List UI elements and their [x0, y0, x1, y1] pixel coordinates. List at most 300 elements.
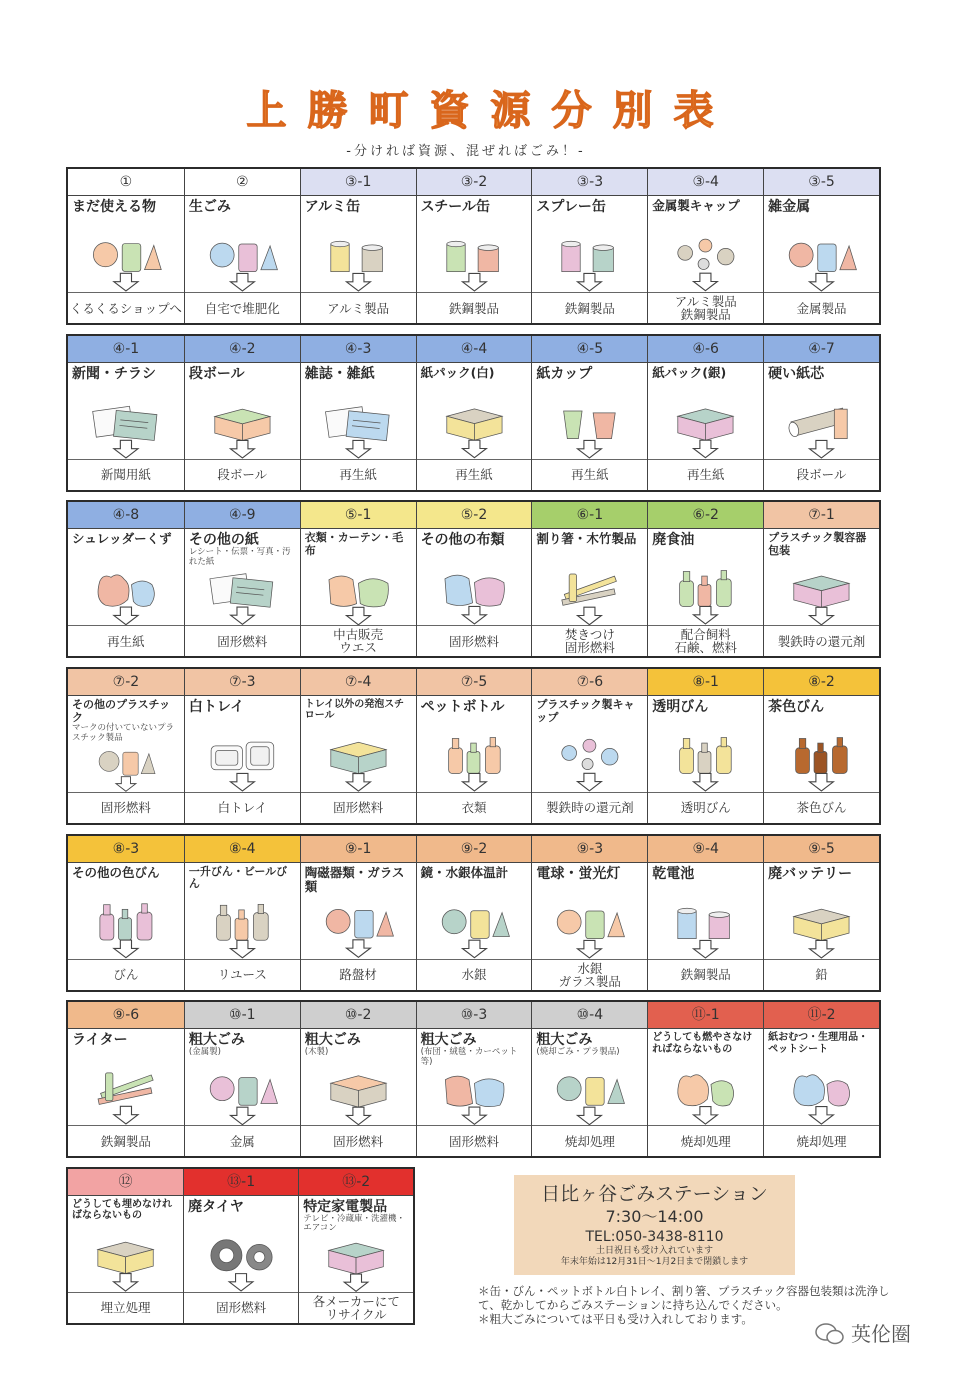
category-cell	[300, 1002, 416, 1156]
category-cell	[647, 1002, 763, 1156]
recycling-result: 各メーカーにて リサイクル	[299, 1292, 413, 1323]
mirror-thermometer-icon	[421, 880, 528, 959]
category-code: ④-3	[301, 336, 416, 363]
recycling-result: 再生紙	[68, 625, 184, 656]
illustration-part	[834, 409, 847, 438]
illustration-part	[445, 1076, 472, 1106]
illustration-part	[711, 1081, 734, 1106]
clothing-icon	[305, 558, 412, 626]
illustration-part	[220, 905, 226, 915]
recycling-result: くるくるショップへ	[68, 292, 184, 323]
category-label: ペットボトル	[420, 698, 505, 715]
row-block	[66, 334, 881, 492]
dry-battery-icon	[652, 882, 759, 959]
down-arrow-icon	[810, 274, 834, 292]
row-block	[66, 167, 881, 325]
footnote: ＊粗大ごみについては平日も受け入れしております。	[478, 1312, 753, 1326]
illustration-part	[678, 246, 693, 261]
category-illustration-area	[417, 1029, 532, 1125]
category-code: ⑩-2	[301, 1002, 416, 1029]
magazine-icon	[305, 382, 412, 459]
row-block	[66, 667, 881, 825]
other-plastic-icon	[72, 743, 180, 792]
category-label: 紙パック(銀)	[652, 364, 727, 380]
illustration-part	[478, 245, 498, 251]
category-cell	[763, 669, 879, 823]
illustration-part	[216, 751, 238, 766]
recycling-result: 自宅で堆肥化	[185, 292, 300, 323]
recycling-result: 固形燃料	[68, 792, 184, 823]
down-arrow-icon	[344, 1274, 368, 1291]
illustration-part	[118, 918, 131, 940]
down-arrow-icon	[462, 274, 486, 292]
illustration-part	[492, 913, 509, 937]
illustration-part	[564, 411, 582, 439]
category-label: 衣類・カーテン・毛布	[304, 531, 404, 557]
recycling-result: 路盤材	[301, 959, 416, 990]
category-code: ⑥-1	[532, 502, 647, 529]
category-code: ④-7	[764, 336, 879, 363]
category-illustration-area	[417, 196, 532, 292]
row-block	[66, 500, 881, 658]
illustration-part	[358, 578, 388, 606]
down-arrow-icon	[230, 1107, 254, 1125]
category-illustration-area	[764, 696, 879, 792]
category-label: 鏡・水銀体温計	[420, 864, 509, 880]
illustration-part	[558, 1076, 582, 1100]
illustration-part	[261, 1079, 278, 1103]
category-code: ⑫	[68, 1169, 183, 1196]
category-label: 廃食油	[652, 532, 695, 549]
category-label: トレイ以外の発泡スチロール	[304, 698, 405, 722]
category-label: 雑金属	[768, 199, 811, 215]
recycling-result: 中古販売 ウエス	[301, 625, 416, 656]
illustration-part	[789, 243, 813, 267]
illustration-part	[123, 752, 138, 775]
brown-bottle-icon	[768, 715, 875, 792]
illustration-part	[562, 244, 580, 272]
recycling-result: 段ボール	[185, 459, 300, 490]
waste-oil-icon	[652, 548, 759, 625]
recycling-result: 固形燃料	[185, 625, 300, 656]
recycling-result: 段ボール	[764, 459, 879, 490]
illustration-part	[239, 910, 245, 919]
category-illustration-area	[532, 363, 647, 459]
category-illustration-area	[68, 196, 184, 292]
category-label: ライター	[72, 1032, 128, 1049]
illustration-part	[470, 743, 476, 752]
burnable-waste-icon	[652, 1055, 759, 1125]
category-illustration-area	[185, 863, 300, 959]
down-arrow-icon	[346, 274, 370, 292]
category-code: ③-1	[301, 169, 416, 196]
category-cell	[531, 169, 647, 323]
recycling-result: 埋立処理	[68, 1292, 183, 1323]
category-label: 茶色びん	[768, 698, 825, 715]
category-illustration-area	[764, 529, 879, 625]
illustration-part	[680, 748, 694, 774]
illustration-part	[141, 754, 155, 774]
category-cell	[300, 169, 416, 323]
illustration-part	[132, 581, 155, 606]
category-code: ⑩-4	[532, 1002, 647, 1029]
shredded-paper-icon	[72, 547, 180, 626]
category-code: ⑧-2	[764, 669, 879, 696]
recycling-result: 固形燃料	[301, 1125, 416, 1156]
down-arrow-icon	[462, 607, 486, 625]
illustration-part	[709, 914, 729, 938]
recycling-result: 衣類	[417, 792, 532, 823]
illustration-part	[586, 911, 604, 939]
illustration-part	[818, 244, 836, 272]
category-label: シュレッダーくず	[72, 531, 172, 547]
station-open-note: 土日祝日も受け入れています	[595, 1246, 713, 1256]
category-illustration-area	[301, 196, 416, 292]
category-code: ④-4	[417, 336, 532, 363]
recycling-result: アルミ製品 鉄鋼製品	[648, 292, 763, 323]
down-arrow-icon	[578, 274, 602, 292]
sorting-table	[66, 167, 881, 1334]
category-illustration-area	[648, 363, 763, 459]
illustration-part	[445, 576, 473, 606]
category-illustration-area	[764, 363, 879, 459]
illustration-part	[377, 913, 394, 937]
category-label: 割り箸・木竹製品	[536, 531, 637, 547]
bulb-fluorescent-icon	[536, 882, 643, 959]
down-arrow-icon	[462, 440, 486, 458]
recycling-result: 透明びん	[648, 792, 763, 823]
category-code: ⑩-1	[185, 1002, 300, 1029]
recycling-result: 水銀	[417, 959, 532, 990]
category-code: ③-2	[417, 169, 532, 196]
category-code: ④-6	[648, 336, 763, 363]
recycling-result: 固形燃料	[417, 1125, 532, 1156]
illustration-part	[490, 738, 496, 747]
down-arrow-icon	[694, 774, 718, 792]
food-scraps-icon	[189, 215, 296, 292]
recycling-result: 製鉄時の還元剤	[532, 792, 647, 823]
category-label: 透明びん	[652, 698, 709, 715]
illustration-part	[698, 585, 711, 607]
category-code: ⑤-1	[301, 502, 416, 529]
category-cell	[647, 169, 763, 323]
station-phone: TEL:050-3438-8110	[585, 1229, 724, 1245]
category-illustration-area	[184, 1196, 298, 1292]
category-code: ③-3	[532, 169, 647, 196]
category-code: ⑥-2	[648, 502, 763, 529]
category-label: 乾電池	[652, 865, 695, 882]
illustration-part	[827, 1081, 850, 1106]
category-label: 粗大ごみ	[420, 1032, 477, 1049]
illustration-part	[210, 1076, 234, 1100]
category-cell	[763, 836, 879, 990]
paper-carton-silver-icon	[652, 380, 759, 459]
car-battery-icon	[768, 882, 875, 959]
category-cell	[647, 836, 763, 990]
illustration-part	[594, 413, 616, 439]
down-arrow-icon	[114, 273, 138, 291]
recycling-result: 固形燃料	[301, 792, 416, 823]
category-code: ④-8	[68, 502, 184, 529]
category-label: その他のプラスチック	[72, 697, 171, 724]
station-hours: 7:30～14:00	[605, 1207, 704, 1226]
illustration-part	[467, 751, 480, 773]
aluminum-can-icon	[305, 215, 412, 292]
category-cell	[763, 1002, 879, 1156]
illustration-part	[122, 244, 141, 272]
category-label: どうしても埋めなければならないもの	[72, 1198, 172, 1222]
recycling-result: 鉄鋼製品	[417, 292, 532, 323]
category-cell	[416, 169, 532, 323]
down-arrow-icon	[346, 774, 370, 792]
category-label: 陶磁器類・ガラス類	[304, 864, 405, 894]
station-closed-note: 年末年始は12月31日～1月2日まで閉鎖します	[560, 1257, 749, 1267]
category-label: 新聞・チラシ	[72, 365, 156, 382]
category-sublabel: (金属製)	[188, 1047, 221, 1058]
category-illustration-area	[301, 696, 416, 792]
illustration-part	[608, 913, 625, 937]
illustration-part	[474, 1079, 504, 1107]
category-cell	[300, 502, 416, 656]
category-cell	[416, 1002, 532, 1156]
category-label: 電球・蛍光灯	[536, 865, 621, 882]
illustration-part	[470, 911, 488, 939]
down-arrow-icon	[462, 1107, 486, 1124]
illustration-part	[478, 248, 498, 272]
illustration-part	[699, 239, 712, 252]
down-arrow-icon	[114, 1273, 138, 1291]
diaper-icon	[768, 1055, 875, 1125]
pet-bottle-icon	[421, 715, 528, 792]
category-label: 紙おむつ・生理用品・ペットシート	[768, 1032, 869, 1055]
category-illustration-area	[68, 863, 184, 959]
illustration-part	[239, 244, 257, 272]
recycling-result: 再生紙	[648, 459, 763, 490]
illustration-part	[582, 759, 593, 770]
down-arrow-icon	[810, 440, 834, 458]
category-illustration-area	[68, 696, 184, 792]
recycling-result: 再生紙	[301, 459, 416, 490]
illustration-part	[354, 911, 372, 939]
illustration-part	[239, 1077, 257, 1105]
category-label: プラスチック製キャップ	[536, 697, 635, 724]
category-label: 生ごみ	[188, 199, 231, 215]
category-code: ⑧-1	[648, 669, 763, 696]
illustration-part	[99, 751, 119, 771]
illustration-part	[362, 248, 382, 272]
illustration-part	[474, 578, 504, 606]
category-code: ⑨-3	[532, 836, 647, 863]
illustration-part	[684, 739, 690, 749]
illustration-part	[326, 910, 350, 934]
illustration-part	[709, 912, 729, 918]
down-arrow-icon	[810, 940, 834, 958]
illustration-part	[814, 751, 827, 773]
category-illustration-area	[764, 863, 879, 959]
category-label: 紙カップ	[536, 365, 593, 382]
category-cell	[184, 1002, 300, 1156]
illustration-part	[678, 1075, 709, 1106]
recycling-result: 固形燃料	[417, 625, 532, 656]
category-illustration-area	[301, 363, 416, 459]
category-label: 紙パック(白)	[420, 364, 495, 380]
scrap-metal-icon	[768, 215, 875, 292]
down-arrow-icon	[694, 274, 718, 292]
down-arrow-icon	[694, 607, 718, 625]
illustration-part	[570, 574, 577, 602]
newspaper-icon	[72, 382, 180, 459]
category-code: ④-5	[532, 336, 647, 363]
page-title: 上勝町資源分別表	[246, 88, 735, 134]
category-illustration-area	[417, 363, 532, 459]
category-illustration-area	[532, 863, 647, 959]
category-label: アルミ缶	[304, 199, 361, 215]
category-cell	[531, 502, 647, 656]
category-code: ⑩-3	[417, 1002, 532, 1029]
chopsticks-icon	[536, 547, 643, 626]
recycling-result: 焼却処理	[648, 1125, 763, 1156]
down-arrow-icon	[230, 440, 254, 458]
category-illustration-area	[532, 196, 647, 292]
illustration-part	[330, 244, 348, 272]
illustration-part	[104, 905, 111, 915]
category-cell	[184, 336, 300, 490]
down-arrow-icon	[462, 774, 486, 792]
recycling-result: 金属	[185, 1125, 300, 1156]
category-cell	[184, 502, 300, 656]
illustration-part	[698, 751, 711, 773]
other-paper-icon	[189, 567, 296, 625]
category-code: ④-2	[185, 336, 300, 363]
down-arrow-icon	[578, 440, 602, 458]
illustration-part	[698, 259, 709, 270]
clear-bottle-icon	[652, 715, 759, 792]
illustration-part	[98, 575, 129, 606]
category-cell	[183, 1169, 298, 1323]
category-cell	[68, 669, 184, 823]
category-illustration-area	[68, 1196, 183, 1292]
illustration-part	[105, 1073, 112, 1101]
down-arrow-icon	[694, 1107, 718, 1125]
category-illustration-area	[68, 529, 184, 625]
illustration-part	[796, 748, 810, 774]
spray-can-icon	[536, 215, 643, 292]
category-sublabel: レシート・伝票・写真・汚れた紙	[188, 547, 291, 567]
category-illustration-area	[532, 696, 647, 792]
category-cell	[68, 502, 184, 656]
down-arrow-icon	[578, 940, 602, 958]
category-label: その他の布類	[420, 532, 505, 549]
illustration-part	[586, 1077, 604, 1105]
category-code: ①	[68, 169, 184, 196]
down-arrow-icon	[114, 940, 138, 958]
category-sublabel: (木製)	[304, 1047, 329, 1058]
category-cell	[416, 836, 532, 990]
category-code: ④-9	[185, 502, 300, 529]
illustration-part	[254, 1252, 265, 1263]
station-info-box	[514, 1175, 795, 1275]
recycling-result: 鉛	[764, 959, 879, 990]
down-arrow-icon	[578, 774, 602, 792]
recycling-result: リユース	[185, 959, 300, 990]
down-arrow-icon	[230, 774, 254, 792]
illustration-part	[100, 914, 114, 940]
illustration-part	[142, 904, 148, 913]
category-illustration-area	[299, 1196, 413, 1292]
category-cell	[531, 669, 647, 823]
category-cell	[647, 336, 763, 490]
category-label: 特定家電製品	[303, 1198, 388, 1215]
recycling-result: 茶色びん	[764, 792, 879, 823]
category-illustration-area	[417, 529, 532, 625]
down-arrow-icon	[116, 777, 136, 792]
category-illustration-area	[648, 1029, 763, 1125]
category-cell	[68, 336, 184, 490]
category-label: その他の紙	[188, 532, 259, 549]
plastic-cap-icon	[536, 724, 643, 792]
category-cell	[184, 836, 300, 990]
category-cell	[647, 669, 763, 823]
recycling-result: アルミ製品	[301, 292, 416, 323]
category-code: ⑪-1	[648, 1002, 763, 1029]
category-code: ⑨-5	[764, 836, 879, 863]
illustration-part	[833, 746, 848, 774]
illustration-part	[718, 249, 735, 266]
down-arrow-icon	[114, 440, 138, 458]
illustration-part	[678, 911, 696, 939]
category-illustration-area	[185, 1029, 300, 1125]
category-sublabel: (焼却ごみ・プラ製品)	[536, 1047, 620, 1058]
row-block	[66, 1167, 415, 1325]
illustration-part	[684, 572, 690, 582]
category-code: ⑦-2	[68, 669, 184, 696]
illustration-part	[608, 1079, 625, 1103]
recycling-result: 焚きつけ 固形燃料	[532, 625, 647, 656]
category-cell	[300, 669, 416, 823]
illustration-part	[253, 913, 268, 941]
illustration-part	[680, 581, 694, 607]
down-arrow-icon	[114, 1107, 138, 1125]
recycling-result: 焼却処理	[532, 1125, 647, 1156]
illustration-part	[258, 904, 264, 913]
illustration-part	[442, 910, 466, 934]
category-illustration-area	[301, 529, 416, 625]
down-arrow-icon	[346, 440, 370, 458]
category-code: ⑬-2	[299, 1169, 413, 1196]
illustration-part	[583, 739, 596, 752]
wechat-icon	[815, 1322, 845, 1346]
watermark-text: 英伦圈	[851, 1322, 911, 1346]
category-cell	[300, 836, 416, 990]
category-cell	[68, 1169, 183, 1323]
illustration-part	[602, 749, 619, 766]
recycling-result: 金属製品	[764, 292, 879, 323]
illustration-part	[452, 739, 458, 749]
category-code: ⑧-4	[185, 836, 300, 863]
category-code: ③-4	[648, 169, 763, 196]
steel-can-icon	[421, 215, 528, 292]
category-label: その他の色びん	[72, 864, 160, 880]
category-illustration-area	[532, 1029, 647, 1125]
category-sublabel: (布団・絨毯・カーペット等)	[420, 1047, 518, 1067]
illustration-part	[261, 246, 278, 270]
reusable-goods-icon	[72, 215, 180, 292]
illustration-part	[721, 571, 727, 580]
recycling-result: 固形燃料	[184, 1292, 298, 1323]
landfill-waste-icon	[72, 1222, 179, 1292]
down-arrow-icon	[694, 940, 718, 958]
category-cell	[184, 669, 300, 823]
